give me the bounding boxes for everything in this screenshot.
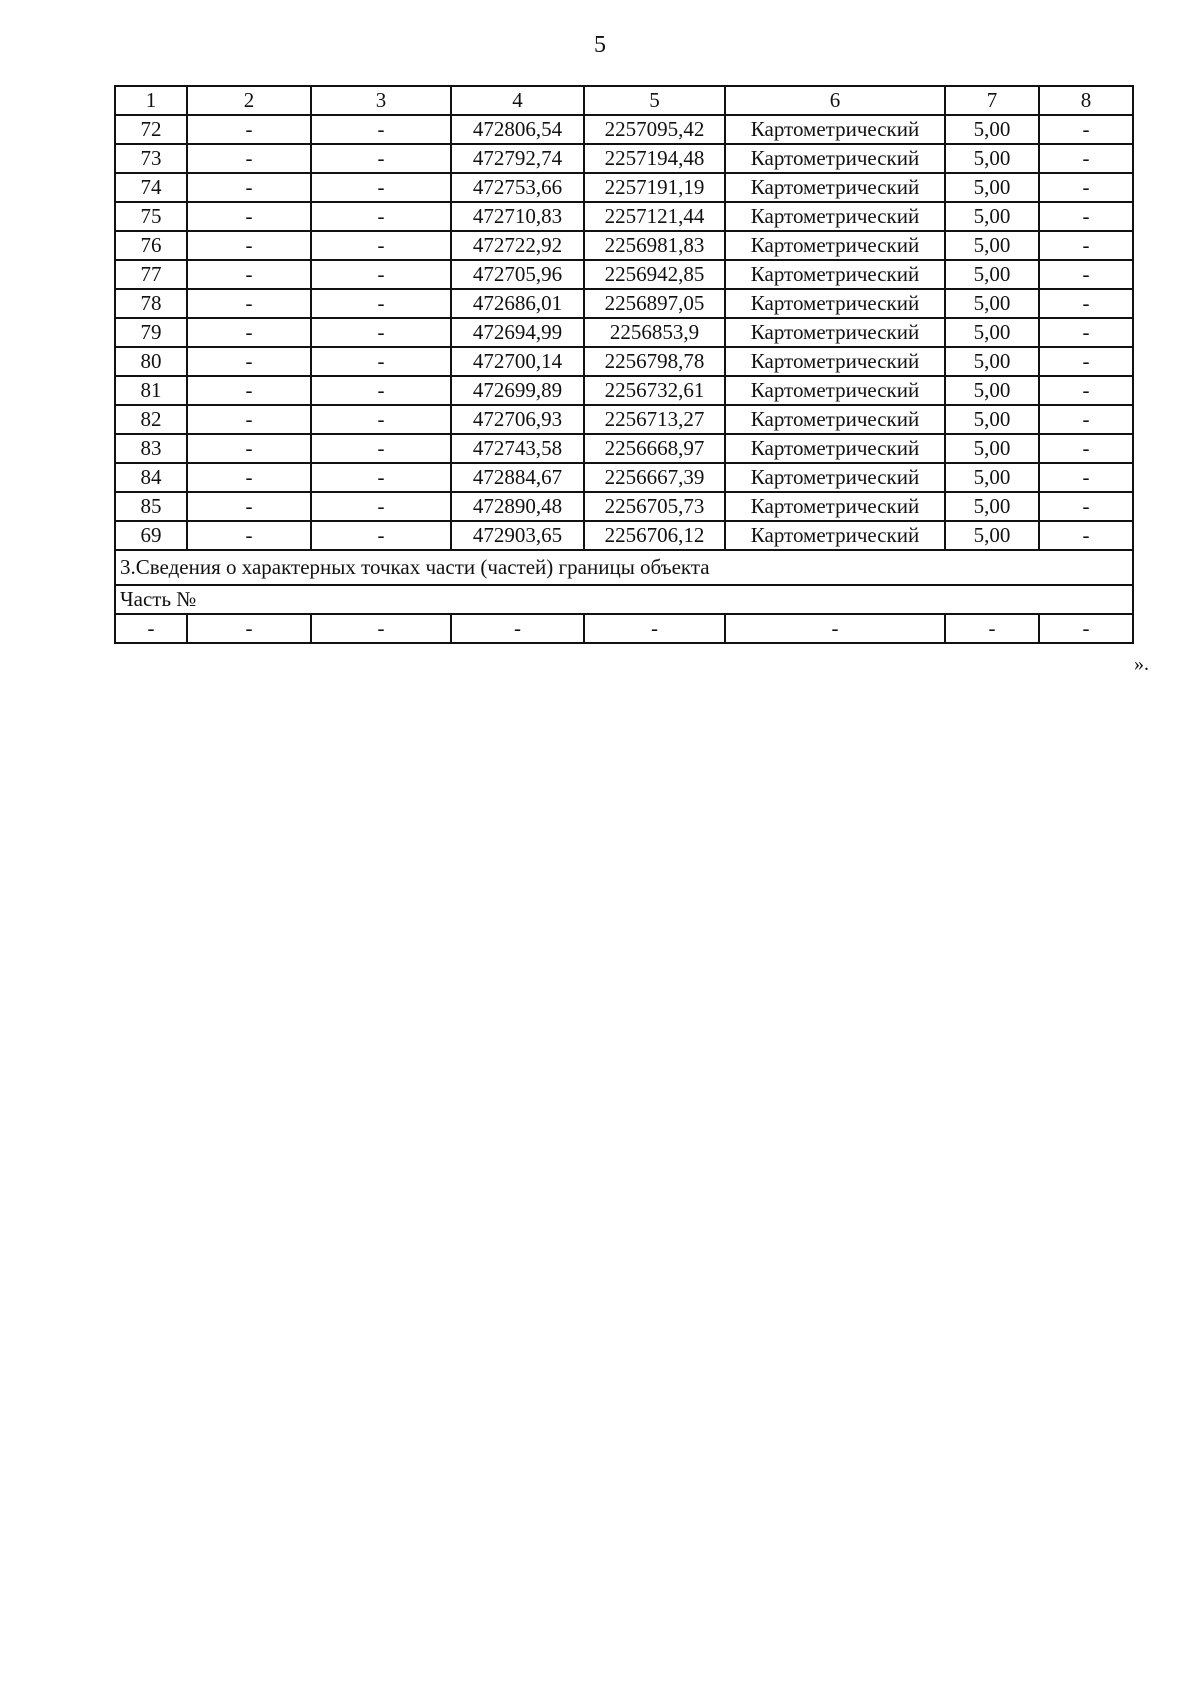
table-row (115, 144, 1133, 173)
table-cell: - (187, 115, 311, 144)
table-cell: 2256668,97 (584, 434, 725, 463)
table-cell: - (1039, 492, 1133, 521)
table-cell: 5,00 (945, 173, 1039, 202)
table-cell: 2256732,61 (584, 376, 725, 405)
table-cell: 2257191,19 (584, 173, 725, 202)
section-title-row (115, 550, 1133, 585)
empty-cell: - (945, 614, 1039, 643)
table-cell: - (187, 260, 311, 289)
table-cell: Картометрический (725, 289, 945, 318)
table-cell: - (311, 289, 451, 318)
header-cell: 6 (725, 86, 945, 115)
table-row (115, 260, 1133, 289)
table-cell: 5,00 (945, 231, 1039, 260)
table-cell: - (1039, 376, 1133, 405)
table-row (115, 521, 1133, 550)
table-row (115, 318, 1133, 347)
table-cell: 5,00 (945, 492, 1039, 521)
table-cell: 472753,66 (451, 173, 584, 202)
table-cell: - (1039, 434, 1133, 463)
table-cell: - (1039, 405, 1133, 434)
closing-quote: ». (1134, 653, 1149, 675)
table-cell: 472743,58 (451, 434, 584, 463)
table-cell: 472792,74 (451, 144, 584, 173)
table-cell: Картометрический (725, 405, 945, 434)
empty-cell: - (584, 614, 725, 643)
table-cell: - (187, 463, 311, 492)
table-cell: 472722,92 (451, 231, 584, 260)
table-cell: - (187, 521, 311, 550)
table-cell: - (1039, 318, 1133, 347)
table-cell: - (1039, 347, 1133, 376)
table-cell: 84 (115, 463, 187, 492)
table-cell: Картометрический (725, 260, 945, 289)
header-cell: 2 (187, 86, 311, 115)
table-cell: - (311, 173, 451, 202)
table-cell: 5,00 (945, 434, 1039, 463)
table-cell: - (187, 202, 311, 231)
table-cell: 2256667,39 (584, 463, 725, 492)
table-cell: 2256798,78 (584, 347, 725, 376)
table-row (115, 231, 1133, 260)
table-cell: Картометрический (725, 115, 945, 144)
table-cell: 81 (115, 376, 187, 405)
empty-cell: - (451, 614, 584, 643)
table-cell: 2256706,12 (584, 521, 725, 550)
table-cell: - (311, 521, 451, 550)
table-cell: - (187, 231, 311, 260)
boundary-points-table (114, 85, 1134, 644)
table-row (115, 463, 1133, 492)
table-cell: - (1039, 289, 1133, 318)
table-cell: 472705,96 (451, 260, 584, 289)
table-row (115, 376, 1133, 405)
table-cell: 2256942,85 (584, 260, 725, 289)
table-footer (115, 550, 1133, 643)
table-cell: 2256897,05 (584, 289, 725, 318)
table-cell: 69 (115, 521, 187, 550)
table-cell: - (1039, 463, 1133, 492)
section-title: 3.Сведения о характерных точках части (частей) границы объекта (115, 550, 1133, 585)
table-row (115, 405, 1133, 434)
table-cell: 74 (115, 173, 187, 202)
table-row (115, 347, 1133, 376)
table-cell: 472694,99 (451, 318, 584, 347)
table-cell: Картометрический (725, 173, 945, 202)
table-body (115, 86, 1133, 550)
table-cell: - (311, 376, 451, 405)
table-cell: 5,00 (945, 376, 1039, 405)
table-cell: 5,00 (945, 144, 1039, 173)
table-cell: - (187, 144, 311, 173)
table-cell: - (311, 144, 451, 173)
table-header-row (115, 86, 1133, 115)
header-cell: 5 (584, 86, 725, 115)
table-cell: Картометрический (725, 521, 945, 550)
table-cell: - (187, 405, 311, 434)
table-cell: 2257121,44 (584, 202, 725, 231)
table-cell: Картометрический (725, 434, 945, 463)
table-cell: 78 (115, 289, 187, 318)
empty-cell: - (311, 614, 451, 643)
table-cell: - (1039, 260, 1133, 289)
table-cell: Картометрический (725, 347, 945, 376)
table-cell: 5,00 (945, 463, 1039, 492)
header-cell: 4 (451, 86, 584, 115)
empty-cell: - (187, 614, 311, 643)
table-cell: 472706,93 (451, 405, 584, 434)
table-cell: 2257194,48 (584, 144, 725, 173)
table-cell: 472699,89 (451, 376, 584, 405)
table-cell: 472884,67 (451, 463, 584, 492)
table-cell: - (187, 434, 311, 463)
table-row (115, 173, 1133, 202)
table-cell: 472686,01 (451, 289, 584, 318)
table-cell: - (311, 347, 451, 376)
table-cell: 472903,65 (451, 521, 584, 550)
table-cell: 76 (115, 231, 187, 260)
table-cell: 472890,48 (451, 492, 584, 521)
empty-cell: - (115, 614, 187, 643)
table-cell: - (311, 434, 451, 463)
table-cell: Картометрический (725, 231, 945, 260)
table-cell: 2256705,73 (584, 492, 725, 521)
table-cell: 5,00 (945, 521, 1039, 550)
table-cell: 83 (115, 434, 187, 463)
header-cell: 1 (115, 86, 187, 115)
table-cell: - (187, 289, 311, 318)
table-cell: 72 (115, 115, 187, 144)
table-cell: 5,00 (945, 289, 1039, 318)
table-cell: - (1039, 231, 1133, 260)
part-label-row (115, 585, 1133, 614)
table-cell: - (187, 318, 311, 347)
table-cell: 2256981,83 (584, 231, 725, 260)
table-cell: 5,00 (945, 318, 1039, 347)
table-cell: 5,00 (945, 202, 1039, 231)
table-cell: 75 (115, 202, 187, 231)
table-cell: Картометрический (725, 376, 945, 405)
table-cell: - (311, 115, 451, 144)
table-cell: 5,00 (945, 115, 1039, 144)
empty-row (115, 614, 1133, 643)
table-cell: - (187, 173, 311, 202)
table-cell: 5,00 (945, 260, 1039, 289)
table-cell: - (311, 318, 451, 347)
table-cell: Картометрический (725, 202, 945, 231)
table-cell: - (187, 347, 311, 376)
table-cell: - (311, 231, 451, 260)
table-cell: - (187, 492, 311, 521)
table-cell: 2256853,9 (584, 318, 725, 347)
empty-cell: - (725, 614, 945, 643)
header-cell: 7 (945, 86, 1039, 115)
header-cell: 3 (311, 86, 451, 115)
table-row (115, 492, 1133, 521)
table-cell: - (1039, 115, 1133, 144)
table-cell: - (1039, 144, 1133, 173)
table-cell: - (1039, 202, 1133, 231)
table-cell: 472700,14 (451, 347, 584, 376)
page-number: 5 (594, 32, 606, 58)
empty-cell: - (1039, 614, 1133, 643)
table-cell: 79 (115, 318, 187, 347)
table-cell: 472710,83 (451, 202, 584, 231)
table-cell: 77 (115, 260, 187, 289)
table-cell: - (311, 260, 451, 289)
table-cell: 85 (115, 492, 187, 521)
table-cell: - (311, 492, 451, 521)
table-cell: Картометрический (725, 144, 945, 173)
table-cell: 73 (115, 144, 187, 173)
table-row (115, 289, 1133, 318)
table-cell: 472806,54 (451, 115, 584, 144)
table-cell: 80 (115, 347, 187, 376)
table-cell: - (1039, 521, 1133, 550)
table-row (115, 202, 1133, 231)
header-cell: 8 (1039, 86, 1133, 115)
table-cell: Картометрический (725, 463, 945, 492)
table-cell: - (1039, 173, 1133, 202)
table-cell: 5,00 (945, 405, 1039, 434)
table-cell: 82 (115, 405, 187, 434)
table-cell: - (311, 463, 451, 492)
table-cell: 2257095,42 (584, 115, 725, 144)
table-row (115, 434, 1133, 463)
table-row (115, 115, 1133, 144)
table-cell: - (187, 376, 311, 405)
table-cell: - (311, 202, 451, 231)
table-cell: 5,00 (945, 347, 1039, 376)
table-cell: Картометрический (725, 492, 945, 521)
table-cell: 2256713,27 (584, 405, 725, 434)
part-label: Часть № (115, 585, 1133, 614)
table-cell: - (311, 405, 451, 434)
table-cell: Картометрический (725, 318, 945, 347)
